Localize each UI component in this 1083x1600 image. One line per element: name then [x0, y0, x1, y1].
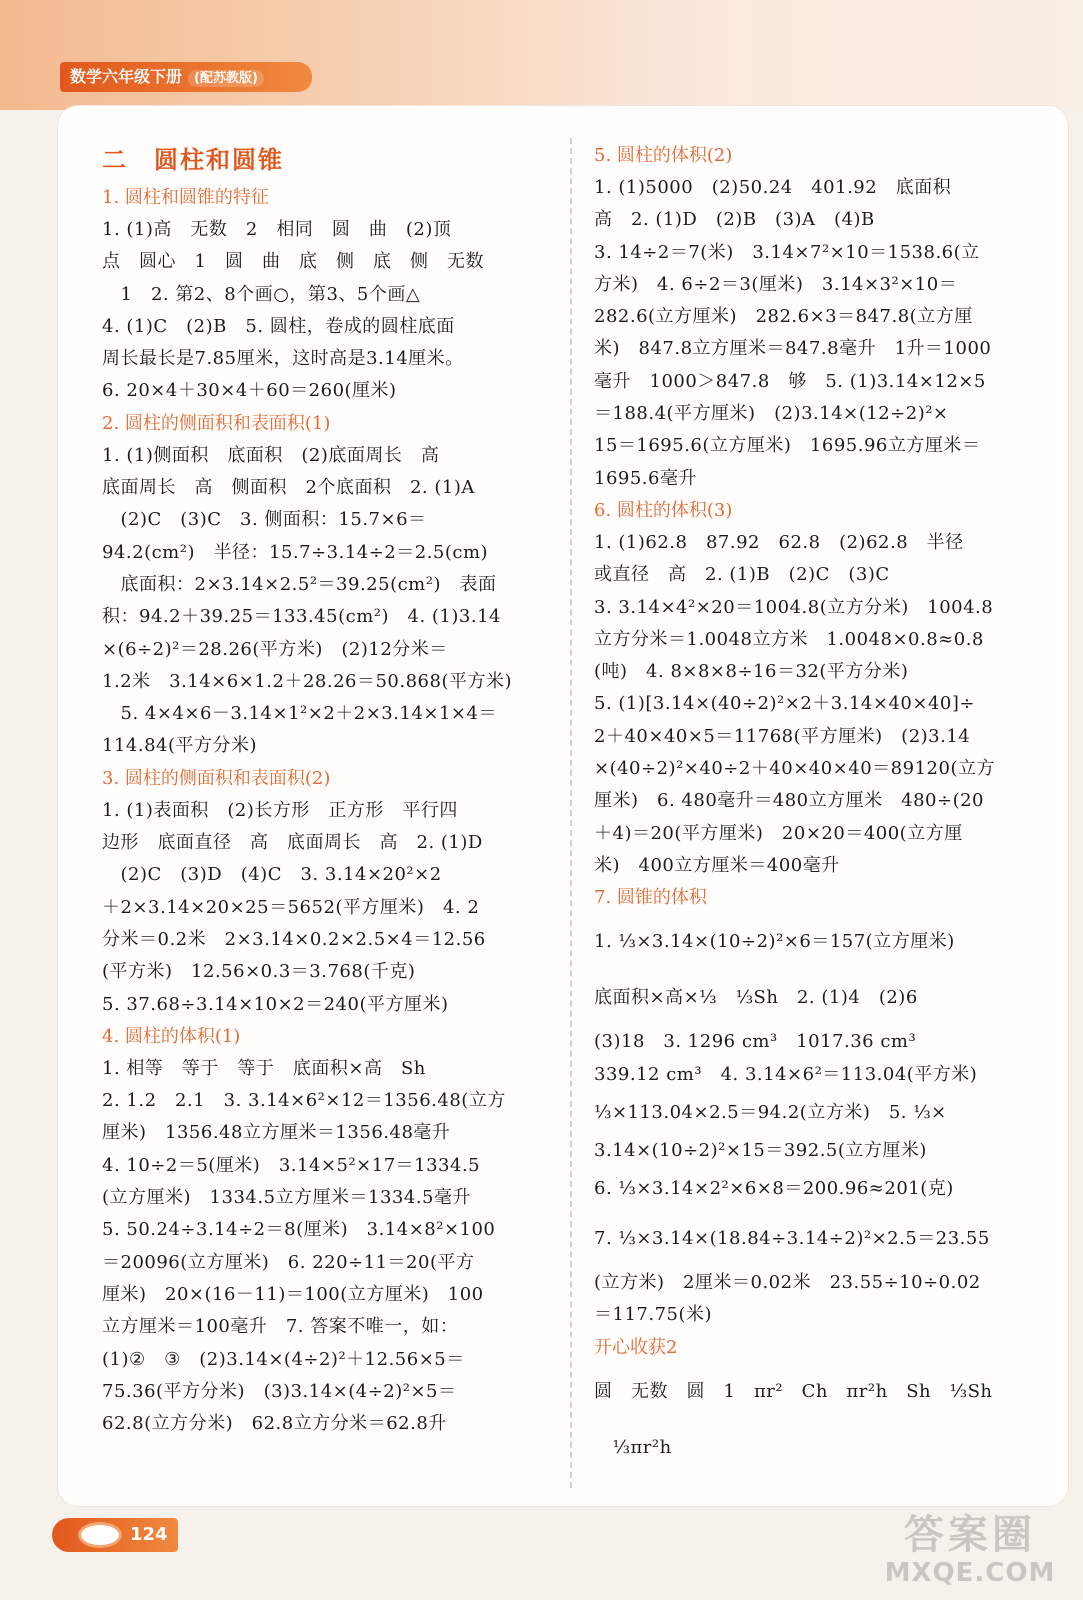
left-column	[102, 140, 532, 1440]
answer-line: 米) 400立方厘米＝400毫升	[594, 854, 840, 876]
answer-line: 114.84(平方分米)	[102, 735, 258, 757]
answer-line: (立方米) 2厘米＝0.02米 23.55÷10÷0.02	[594, 1272, 981, 1294]
page-badge-circle	[78, 1522, 122, 1548]
book-title: 数学六年级下册	[70, 67, 183, 86]
answer-line: (3)18 3. 1296 cm³ 1017.36 cm³	[594, 1031, 917, 1053]
answer-line: 6. 20×4＋30×4＋60＝260(厘米)	[102, 380, 397, 402]
answer-line: 圆 无数 圆 1 πr² Ch πr²h Sh ⅓Sh	[594, 1380, 993, 1402]
answer-line: 厘米) 6. 480毫升＝480立方厘米 480÷(20	[594, 790, 984, 812]
right-column	[594, 140, 1038, 1476]
answer-line: 毫升 1000＞847.8 够 5. (1)3.14×12×5	[594, 370, 986, 392]
answer-line: 点 圆心 1 圆 曲 底 侧 底 侧 无数	[102, 251, 484, 273]
book-edition: (配苏教版)	[188, 70, 264, 87]
page-number: 124	[130, 1524, 168, 1545]
answer-line: 94.2(cm²) 半径：15.7÷3.14÷2＝2.5(cm)	[102, 541, 489, 563]
watermark	[880, 1512, 1060, 1592]
answer-line: 2＋40×40×5＝11768(平方厘米) (2)3.14	[594, 725, 971, 747]
answer-line: 3. 14÷2＝7(米) 3.14×7²×10＝1538.6(立	[594, 241, 980, 263]
answer-line: ⅓πr²h	[594, 1436, 672, 1458]
answer-line: ＝188.4(平方厘米) (2)3.14×(12÷2)²×	[594, 403, 949, 425]
answer-line: 厘米) 1356.48立方厘米＝1356.48毫升	[102, 1122, 451, 1144]
answer-line: 分米＝0.2米 2×3.14×0.2×2.5×4＝12.56	[102, 928, 486, 950]
answer-line: (立方厘米) 1334.5立方厘米＝1334.5毫升	[102, 1187, 472, 1209]
answer-line: 75.36(平方分米) (3)3.14×(4÷2)²×5＝	[102, 1380, 457, 1402]
answer-line: 立方分米＝1.0048立方米 1.0048×0.8≈0.8	[594, 628, 984, 650]
answer-line: 厘米) 20×(16－11)＝100(立方厘米) 100	[102, 1283, 484, 1305]
answer-line: ＋4)＝20(平方厘米) 20×20＝400(立方厘	[594, 822, 963, 844]
answer-line: 1. (1)高 无数 2 相同 圆 曲 (2)顶	[102, 219, 452, 240]
answer-line: (2)C (3)C 3. 侧面积：15.7×6＝	[102, 509, 427, 531]
watermark-logo-text: 答案圈	[904, 1512, 1036, 1558]
answer-line: 1. (1)62.8 87.92 62.8 (2)62.8 半径	[594, 531, 964, 553]
watermark-url: MXQE.COM	[884, 1558, 1056, 1588]
answer-line: 周长最长是7.85厘米，这时高是3.14厘米。	[102, 348, 464, 370]
chapter-name: 圆柱和圆锥	[154, 146, 284, 174]
section-heading: 2. 圆柱的侧面积和表面积(1)	[102, 412, 331, 434]
answer-line: 339.12 cm³ 4. 3.14×6²＝113.04(平方米)	[594, 1063, 978, 1085]
section-heading: 5. 圆柱的体积(2)	[594, 145, 733, 166]
answer-line: 方米) 4. 6÷2＝3(厘米) 3.14×3²×10＝	[594, 273, 958, 295]
answer-line: 282.6(立方厘米) 282.6×3＝847.8(立方厘	[594, 306, 973, 328]
answer-line: ×(6÷2)²＝28.26(平方米) (2)12分米＝	[102, 638, 448, 660]
answer-line: 底面周长 高 侧面积 2个底面积 2. (1)A	[102, 477, 475, 499]
answer-line: 6. ⅓×3.14×2²×6×8＝200.96≈201(克)	[594, 1178, 954, 1200]
answer-line: 3. 3.14×4²×20＝1004.8(立方分米) 1004.8	[594, 596, 994, 618]
answer-line: 5. 4×4×6－3.14×1²×2＋2×3.14×1×4＝	[102, 703, 497, 725]
answer-line: 1. (1)侧面积 底面积 (2)底面周长 高	[102, 444, 440, 466]
chapter-number: 二	[102, 146, 128, 174]
answer-line: 62.8(立方分米) 62.8立方分米＝62.8升	[102, 1413, 447, 1435]
answer-line: 3.14×(10÷2)²×15＝392.5(立方厘米)	[594, 1139, 927, 1161]
answer-line: 边形 底面直径 高 底面周长 高 2. (1)D	[102, 832, 483, 854]
section-heading: 4. 圆柱的体积(1)	[102, 1025, 241, 1047]
answer-line: (2)C (3)D (4)C 3. 3.14×20²×2	[102, 864, 442, 886]
answer-line: 5. (1)[3.14×(40÷2)²×2＋3.14×40×40]÷	[594, 693, 975, 715]
answer-line: 1.2米 3.14×6×1.2＋28.26＝50.868(平方米)	[102, 670, 513, 692]
answer-line: ＝117.75(米)	[594, 1304, 713, 1326]
answer-line: 底面积：2×3.14×2.5²＝39.25(cm²) 表面	[102, 573, 497, 595]
answer-line: 1. (1)5000 (2)50.24 401.92 底面积	[594, 177, 952, 198]
answer-line: 4. 10÷2＝5(厘米) 3.14×5²×17＝1334.5	[102, 1154, 481, 1176]
answer-line: ＝20096(立方厘米) 6. 220÷11＝20(平方	[102, 1251, 475, 1273]
answer-line: 立方厘米＝100毫升 7. 答案不唯一，如：	[102, 1316, 459, 1338]
answer-line: 5. 37.68÷3.14×10×2＝240(平方厘米)	[102, 993, 449, 1015]
answer-line: 1. (1)表面积 (2)长方形 正方形 平行四	[102, 799, 458, 821]
answer-line: (吨) 4. 8×8×8÷16＝32(平方分米)	[594, 661, 909, 683]
answer-line: 1 2. 第2、8个画○，第3、5个画△	[102, 283, 421, 305]
answer-line: 5. 50.24÷3.14÷2＝8(厘米) 3.14×8²×100	[102, 1219, 496, 1241]
answer-line: 7. ⅓×3.14×(18.84÷3.14÷2)²×2.5＝23.55	[594, 1228, 990, 1250]
answer-line: (1)② ③ (2)3.14×(4÷2)²＋12.56×5＝	[102, 1348, 465, 1370]
answer-line: ⅓×113.04×2.5＝94.2(立方米) 5. ⅓×	[594, 1101, 947, 1123]
answer-line: 15＝1695.6(立方厘米) 1695.96立方厘米＝	[594, 435, 981, 457]
section-heading: 3. 圆柱的侧面积和表面积(2)	[102, 767, 331, 789]
answer-line: 2. 1.2 2.1 3. 3.14×6²×12＝1356.48(立方	[102, 1090, 506, 1112]
top-decoration-band	[0, 0, 1083, 110]
section-heading: 7. 圆锥的体积	[594, 887, 707, 909]
answer-line: 1. ⅓×3.14×(10÷2)²×6＝157(立方厘米)	[594, 931, 955, 953]
answer-line: 积：94.2＋39.25＝133.45(cm²) 4. (1)3.14	[102, 606, 501, 628]
answer-line: 或直径 高 2. (1)B (2)C (3)C	[594, 564, 890, 586]
section-heading: 1. 圆柱和圆锥的特征	[102, 187, 269, 208]
chapter-title	[102, 140, 532, 180]
answer-line: ＋2×3.14×20×25＝5652(平方厘米) 4. 2	[102, 896, 480, 918]
section-heading: 6. 圆柱的体积(3)	[594, 499, 733, 521]
answer-line: (平方米) 12.56×0.3＝3.768(千克)	[102, 961, 416, 983]
answer-line: ×(40÷2)²×40÷2＋40×40×40＝89120(立方	[594, 758, 995, 780]
answer-line: 底面积×高×⅓ ⅓Sh 2. (1)4 (2)6	[594, 987, 918, 1009]
answer-line: 1. 相等 等于 等于 底面积×高 Sh	[102, 1057, 426, 1079]
answer-line: 高 2. (1)D (2)B (3)A (4)B	[594, 209, 875, 231]
answer-line: 4. (1)C (2)B 5. 圆柱，卷成的圆柱底面	[102, 315, 455, 337]
answer-line: 米) 847.8立方厘米＝847.8毫升 1升＝1000	[594, 338, 992, 360]
section-heading: 开心收获2	[594, 1336, 678, 1358]
book-title-tag	[60, 62, 312, 92]
column-divider	[570, 138, 572, 1488]
answer-line: 1695.6毫升	[594, 467, 697, 489]
